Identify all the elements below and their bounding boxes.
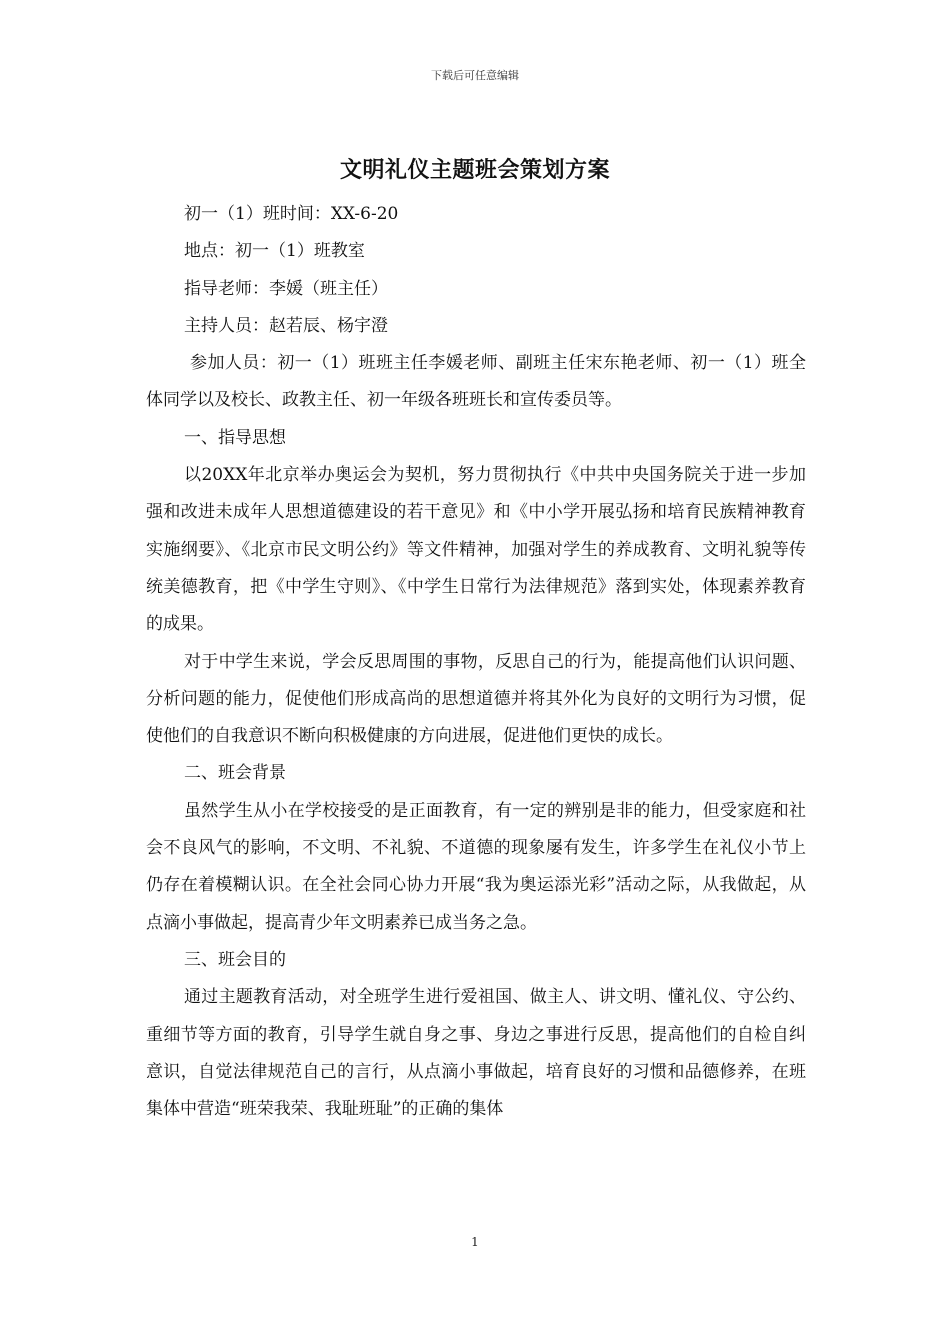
document-body (146, 196, 806, 1128)
info-location: 地点：初一（1）班教室 (184, 241, 365, 262)
section-paragraph: 对于中学生来说，学会反思周围的事物，反思自己的行为，能提高他们认识问题、分析问题的能力，促使他们形成高尚的思想道德并将其外化为良好的文明行为习惯，促使他们的自我意识不断向积极健康的方向进展，促进他们更快的成长。 (146, 651, 806, 747)
section-heading: 三、班会目的 (184, 949, 286, 970)
page-number: 1 (471, 1235, 479, 1249)
info-advisor: 指导老师：李媛（班主任） (184, 278, 388, 299)
section-heading: 一、指导思想 (184, 427, 286, 448)
page-header: 下载后可任意编辑 (431, 69, 519, 82)
info-participants: 参加人员：初一（1）班班主任李媛老师、副班主任宋东艳老师、初一（1）班全体同学以及校长、政教主任、初一年级各班班长和宣传委员等。 (146, 353, 806, 411)
document-title: 文明礼仪主题班会策划方案 (339, 157, 610, 183)
section-paragraph: 以20XX年北京举办奥运会为契机，努力贯彻执行《中共中央国务院关于进一步加强和改进未成年人思想道德建设的若干意见》和《中小学开展弘扬和培育民族精神教育实施纲要》、《北京市民文明公约》等文件精神，加强对学生的养成教育、文明礼貌等传统美德教育，把《中学生守则》、《中学生日常行为法律规范》落到实处，体现素养教育的成果。 (146, 465, 806, 635)
info-hosts: 主持人员：赵若辰、杨宇澄 (184, 315, 388, 336)
info-class-time: 初一（1）班时间：XX-6-20 (184, 204, 399, 224)
section-paragraph: 通过主题教育活动，对全班学生进行爱祖国、做主人、讲文明、懂礼仪、守公约、重细节等方面的教育，引导学生就自身之事、身边之事进行反思，提高他们的自检自纠意识，自觉法律规范自己的言行，从点滴小事做起，培育良好的习惯和品德修养，在班集体中营造“班荣我荣、我耻班耻”的正确的集体 (146, 987, 806, 1120)
section-paragraph: 虽然学生从小在学校接受的是正面教育，有一定的辨别是非的能力，但受家庭和社会不良风气的影响，不文明、不礼貌、不道德的现象屡有发生，许多学生在礼仪小节上仍存在着模糊认识。在全社会同心协力开展“我为奥运添光彩”活动之际，从我做起，从点滴小事做起，提高青少年文明素养已成当务之急。 (146, 800, 806, 933)
section-heading: 二、班会背景 (184, 763, 286, 784)
